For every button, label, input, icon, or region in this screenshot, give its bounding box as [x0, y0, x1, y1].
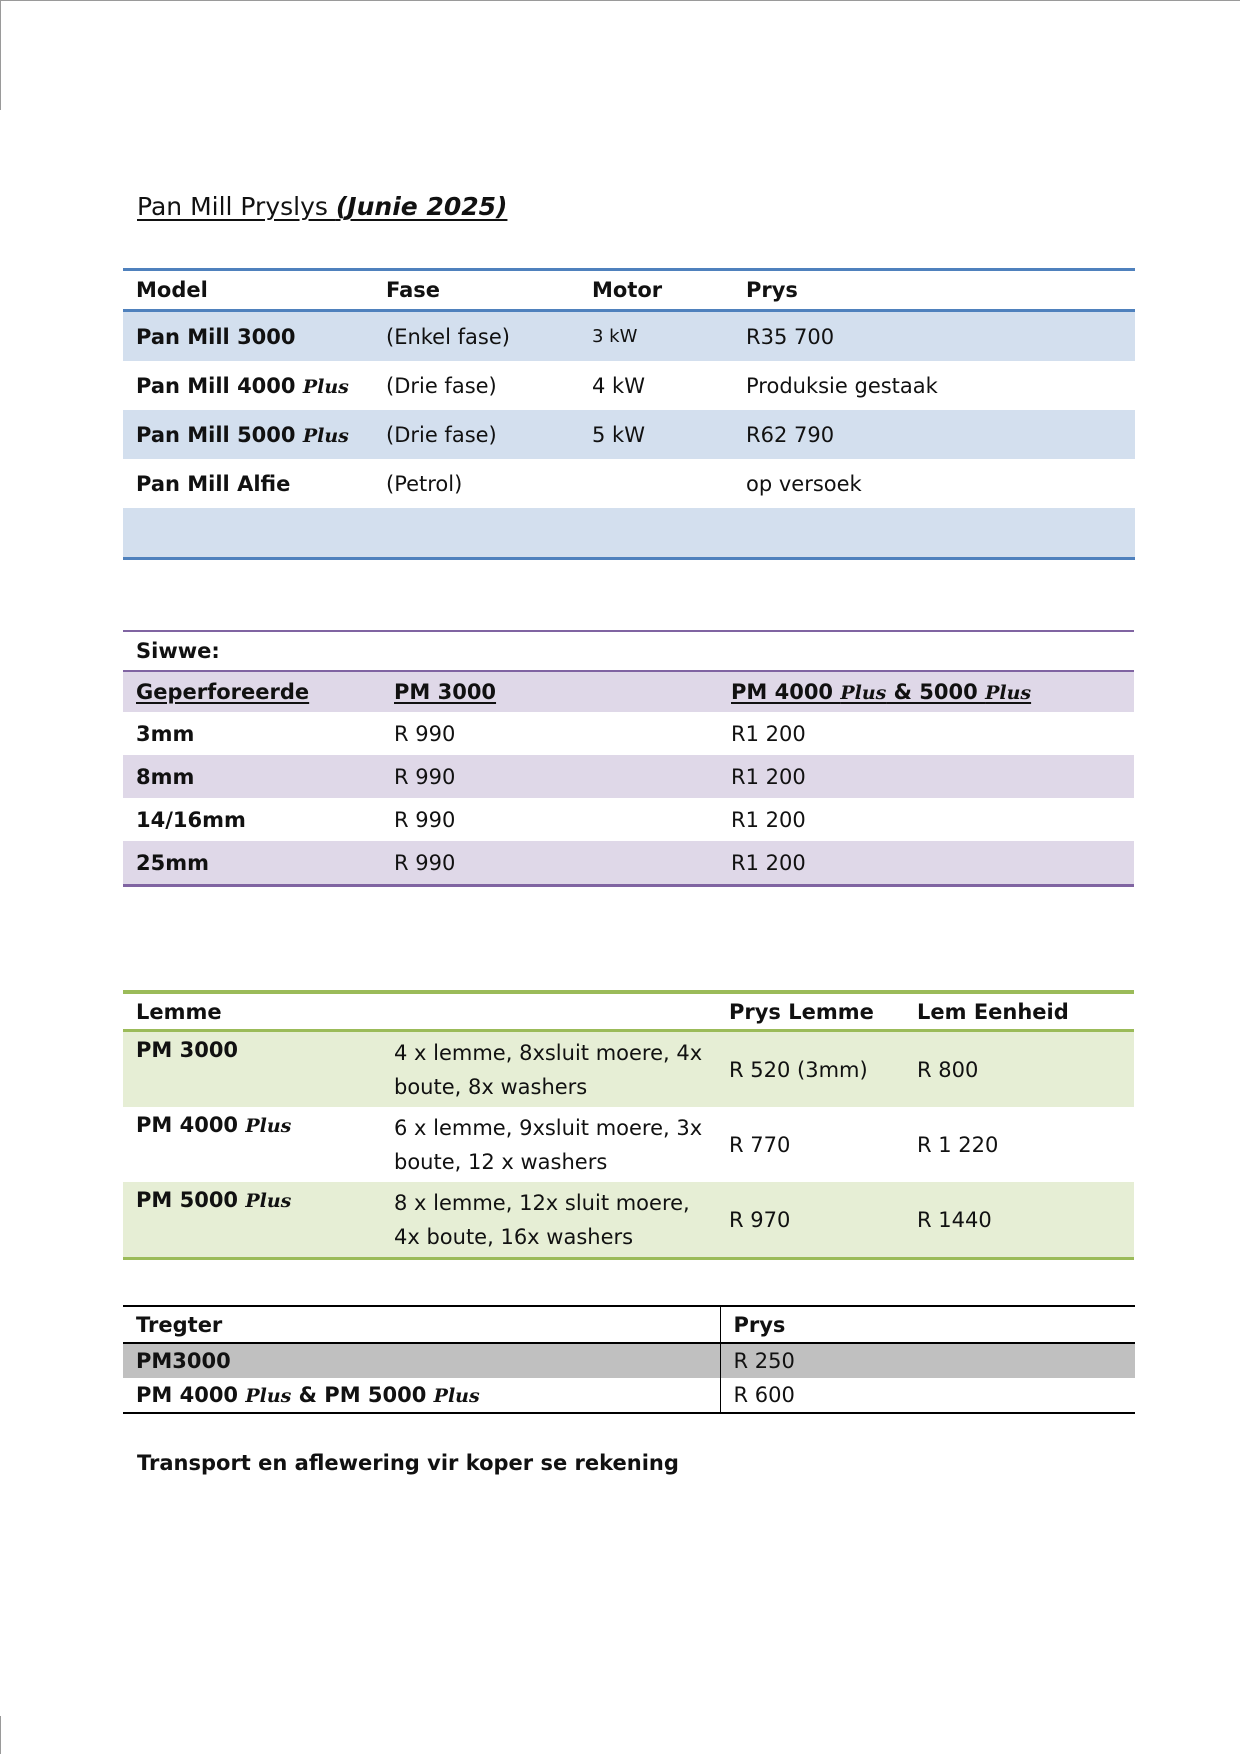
sieves-caption: Siwwe: [123, 631, 1134, 671]
plus-mark: Plus [245, 1115, 292, 1137]
header-hopper-price: Prys [720, 1306, 1135, 1343]
header-model: Model [123, 270, 373, 311]
table-row [123, 1031, 1134, 1108]
plus-mark: Plus [433, 1385, 480, 1407]
sieves-caption-row [123, 631, 1134, 671]
header-blank [381, 992, 716, 1031]
header-pm3000: PM 3000 [381, 671, 718, 712]
header-hopper: Tregter [123, 1306, 720, 1343]
plus-mark: Plus [985, 682, 1032, 704]
header-perforated: Geperforeerde [123, 671, 381, 712]
hopper-model: PM3000 [123, 1343, 720, 1378]
model-price: R62 790 [733, 410, 1135, 459]
plus-mark: Plus [245, 1385, 292, 1407]
blade-unit-price: R 800 [904, 1031, 1134, 1108]
model-motor: 5 kW [579, 410, 733, 459]
model-price: R35 700 [733, 311, 1135, 362]
blade-price: R 970 [716, 1182, 904, 1259]
header-motor: Motor [579, 270, 733, 311]
hopper-header-row [123, 1306, 1135, 1343]
header-pm4000-5000: PM 4000 Plus & 5000 Plus [718, 671, 1134, 712]
hopper-model: PM 4000 Plus & PM 5000 Plus [123, 1378, 720, 1413]
page-edge-left [0, 0, 1, 110]
hopper-price: R 250 [720, 1343, 1135, 1378]
model-phase: (Petrol) [386, 471, 463, 496]
blade-unit-price: R 1 220 [917, 1132, 999, 1157]
sieve-size: 8mm [123, 755, 381, 798]
table-row [123, 361, 1135, 410]
sieve-price-pm3000: R 990 [394, 807, 456, 832]
sieve-size: 25mm [123, 841, 381, 886]
blade-model: PM 3000 [123, 1031, 381, 1108]
table-row [123, 410, 1135, 459]
table-row [123, 459, 1135, 508]
table-row [123, 712, 1134, 755]
model-name: Pan Mill 4000 Plus [136, 373, 349, 398]
transport-note: Transport en aflewering vir koper se rekening [137, 1451, 679, 1475]
table-row [123, 798, 1134, 841]
plus-mark: Plus [840, 682, 887, 704]
table-row [123, 311, 1135, 362]
models-header-row [123, 270, 1135, 311]
page-edge-left-bottom [0, 1716, 1, 1754]
hopper-price-table [123, 1305, 1135, 1414]
blade-kit-description: 6 x lemme, 9xsluit moere, 3x boute, 12 x washers [394, 1115, 703, 1174]
table-row [123, 1343, 1135, 1378]
blades-header-row [123, 992, 1134, 1031]
blade-kit-description: 8 x lemme, 12x sluit moere, 4x boute, 16x washers [381, 1182, 716, 1259]
sieve-size: 14/16mm [136, 807, 246, 832]
model-name: Pan Mill Alfie [136, 471, 291, 496]
title-main: Pan Mill Pryslys [137, 192, 336, 221]
table-row [123, 841, 1134, 886]
sieve-price-pm3000: R 990 [381, 841, 718, 886]
empty-row [123, 508, 1135, 559]
sieve-size: 3mm [136, 721, 195, 746]
plus-mark: Plus [302, 424, 349, 447]
sieve-price-pm-big: R1 200 [731, 721, 806, 746]
model-price: op versoek [746, 471, 862, 496]
blade-kit-description: 4 x lemme, 8xsluit moere, 4x boute, 8x washers [381, 1031, 716, 1108]
header-blades: Lemme [123, 992, 381, 1031]
model-price: Produksie gestaak [746, 373, 938, 398]
blade-model: PM 5000 Plus [123, 1182, 381, 1259]
blade-model: PM 4000 Plus [136, 1113, 292, 1137]
blade-price: R 770 [729, 1132, 791, 1157]
model-motor: 4 kW [592, 373, 645, 398]
title-date: (Junie 2025) [335, 192, 508, 221]
table-row [123, 1378, 1135, 1413]
header-blade-unit: Lem Eenheid [904, 992, 1134, 1031]
plus-mark: Plus [302, 375, 349, 398]
blades-price-table [123, 990, 1134, 1260]
blade-price: R 520 (3mm) [716, 1031, 904, 1108]
header-phase: Fase [373, 270, 579, 311]
sieves-header-row [123, 671, 1134, 712]
page-title [137, 192, 507, 221]
header-blade-price: Prys Lemme [716, 992, 904, 1031]
blade-unit-price: R 1440 [904, 1182, 1134, 1259]
sieves-price-table [123, 630, 1134, 887]
sieve-price-pm-big: R1 200 [731, 807, 806, 832]
sieve-price-pm3000: R 990 [394, 721, 456, 746]
page-edge-top [0, 0, 1240, 1]
header-price: Prys [733, 270, 1135, 311]
table-row [123, 1107, 1134, 1182]
model-phase: (Drie fase) [373, 410, 579, 459]
sieve-price-pm3000: R 990 [381, 755, 718, 798]
model-name: Pan Mill 3000 [123, 311, 373, 362]
hopper-price: R 600 [733, 1383, 795, 1407]
sieve-price-pm-big: R1 200 [718, 841, 1134, 886]
plus-mark: Plus [245, 1190, 292, 1212]
sieve-price-pm-big: R1 200 [718, 755, 1134, 798]
model-phase: (Enkel fase) [373, 311, 579, 362]
model-motor: 3 kW [579, 311, 733, 362]
model-phase: (Drie fase) [386, 373, 497, 398]
models-price-table [123, 268, 1135, 560]
table-row [123, 1182, 1134, 1259]
table-row [123, 755, 1134, 798]
model-motor [579, 459, 733, 508]
model-name: Pan Mill 5000 Plus [123, 410, 373, 459]
